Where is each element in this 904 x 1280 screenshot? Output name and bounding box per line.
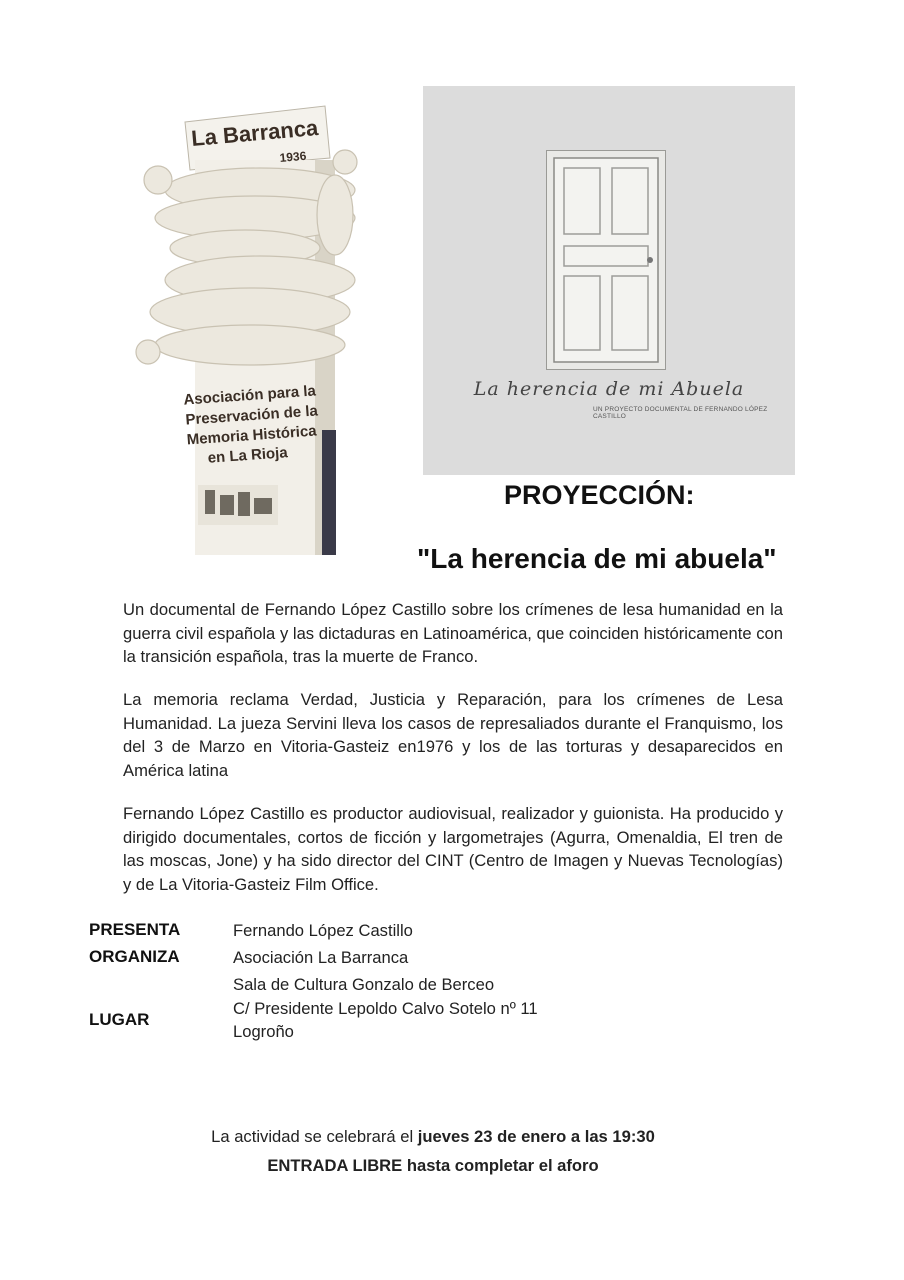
door-illustration — [546, 150, 666, 370]
event-date: jueves 23 de enero a las 19:30 — [417, 1127, 655, 1146]
paragraph: Un documental de Fernando López Castillo sobre los crímenes de lesa humanidad en la guerra civil española y las dictaduras en Latinoamérica, que coinciden históricamente con la transición española, tras la muerte de Franco. — [123, 600, 783, 666]
poster-subtitle: UN PROYECTO DOCUMENTAL DE FERNANDO LÓPEZ CASTILLO — [593, 406, 768, 420]
paragraph: La memoria reclama Verdad, Justicia y Reparación, para los crímenes de Lesa Humanidad. La jueza Servini lleva los casos de represaliados durante el Franquismo, los del 3 de Marzo en Vitoria-Gasteiz en1976 y los de las torturas y desaparecidos en América latina — [123, 690, 783, 780]
presenta-value: Fernando López Castillo — [233, 921, 413, 940]
monument-year: 1936 — [279, 148, 307, 165]
monument-caption-line: Memoria Histórica — [186, 422, 318, 449]
event-date-line — [0, 1127, 885, 1147]
lugar-label: LUGAR — [89, 1010, 150, 1029]
monument-image — [130, 100, 370, 560]
lugar-line: Sala de Cultura Gonzalo de Berceo — [233, 975, 495, 994]
monument-caption-line: Asociación para la — [182, 382, 317, 409]
organiza-label: ORGANIZA — [89, 947, 180, 966]
organiza-value: Asociación La Barranca — [233, 948, 409, 967]
monument-caption-line: Preservación de la — [184, 402, 319, 429]
monument-title: La Barranca — [190, 114, 320, 151]
monument-caption-line: en La Rioja — [207, 444, 289, 467]
film-title: "La herencia de mi abuela" — [417, 543, 777, 574]
presenta-label: PRESENTA — [89, 920, 181, 939]
film-poster — [423, 86, 795, 475]
lugar-line: C/ Presidente Lepoldo Calvo Sotelo nº 11 — [233, 999, 538, 1018]
entry-info: ENTRADA LIBRE hasta completar el aforo — [267, 1156, 599, 1175]
lugar-line: Logroño — [233, 1022, 294, 1041]
poster-title: La herencia de mi Abuela — [473, 378, 745, 400]
paragraph: Fernando López Castillo es productor audiovisual, realizador y guionista. Ha producido y dirigido documentales, cortos de ficción y largometrajes (Agurra, Omenaldia, El tren de las moscas, Jone) y ha sido director del CINT (Centro de Imagen y Nuevas Tecnologías) y de La Vitoria-Gasteiz Film Office. — [123, 804, 783, 894]
event-date-prefix: La actividad se celebrará el — [211, 1127, 418, 1146]
heading: PROYECCIÓN: — [504, 480, 695, 510]
